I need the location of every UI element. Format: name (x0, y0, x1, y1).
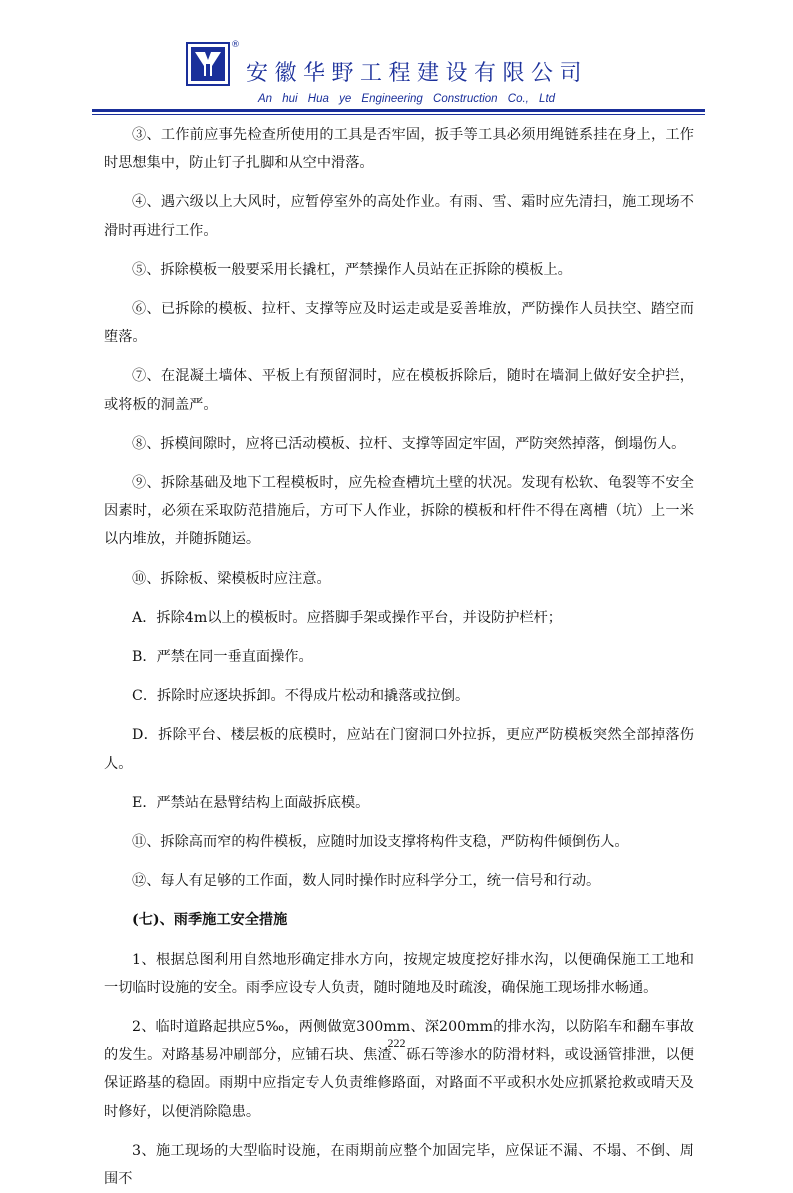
company-name-cn: 安徽华野工程建设有限公司 (246, 61, 589, 86)
registered-mark: ® (231, 40, 240, 50)
company-logo-icon (186, 42, 230, 86)
paragraph: 1、根据总图利用自然地形确定排水方向，按规定坡度挖好排水沟，以便确保施工工地和一切临时设施的安全。雨季应设专人负责，随时随地及时疏浚，确保施工现场排水畅通。 (104, 951, 694, 996)
document-body (104, 121, 694, 1193)
paragraph: ⑥、已拆除的模板、拉杆、支撑等应及时运走或是妥善堆放，严防操作人员扶空、踏空而堕落。 (104, 301, 694, 346)
company-name-en: An hui Hua ye Engineering Construction Co., Ltd (258, 93, 556, 105)
paragraph: ⑫、每人有足够的工作面，数人同时操作时应科学分工，统一信号和行动。 (132, 873, 601, 890)
section-heading: (七)、雨季施工安全措施 (132, 912, 288, 929)
paragraph: ③、工作前应事先检查所使用的工具是否牢固，扳手等工具必须用绳链系挂在身上，工作时思想集中，防止钉子扎脚和从空中滑落。 (104, 127, 694, 172)
header-rule-thick (92, 109, 705, 112)
paragraph: ⑪、拆除高而窄的构件模板，应随时加设支撑将构件支稳，严防构件倾倒伤人。 (132, 834, 629, 851)
paragraph: ⑤、拆除模板一般要采用长撬杠，严禁操作人员站在正拆除的模板上。 (132, 261, 572, 278)
page-header (0, 0, 793, 122)
paragraph: ⑧、拆模间隙时，应将已活动模板、拉杆、支撑等固定牢固，严防突然掉落，倒塌伤人。 (132, 435, 686, 452)
list-item: E．严禁站在悬臂结构上面敲拆底模。 (132, 794, 370, 811)
paragraph: ⑨、拆除基础及地下工程模板时，应先检查槽坑土壁的状况。发现有松软、龟裂等不安全因素时，必须在采取防范措施后，方可下人作业，拆除的模板和杆件不得在离槽（坑）上一米以内堆放，并随拆随运。 (104, 475, 694, 548)
page-number: 222 (387, 1036, 406, 1050)
list-item: D．拆除平台、楼层板的底模时，应站在门窗洞口外拉拆，更应严防模板突然全部掉落伤人。 (104, 727, 694, 772)
list-item: B．严禁在同一垂直面操作。 (132, 649, 313, 666)
paragraph: 2、临时道路起拱应5‰，两侧做宽300mm、深200mm的排水沟，以防陷车和翻车事故的发生。对路基易冲刷部分，应铺石块、焦渣、砾石等渗水的防滑材料，或设涵管排泄，以便保证路基的稳固。雨期中应指定专人负责维修路面，对路面不平或积水处应抓紧抢救或晴天及时修好，以便消除隐患。 (104, 1019, 694, 1120)
paragraph: 3、施工现场的大型临时设施，在雨期前应整个加固完毕，应保证不漏、不塌、不倒、周围不 (104, 1142, 694, 1188)
header-rule-thin (92, 114, 705, 115)
paragraph: ⑩、拆除板、梁模板时应注意。 (132, 570, 331, 587)
list-item: C．拆除时应逐块拆卸。不得成片松动和撬落或拉倒。 (132, 688, 470, 705)
paragraph: ④、遇六级以上大风时，应暂停室外的高处作业。有雨、雪、霜时应先清扫，施工现场不滑时再进行工作。 (104, 194, 694, 239)
paragraph: ⑦、在混凝土墙体、平板上有预留洞时，应在模板拆除后，随时在墙洞上做好安全护拦，或将板的洞盖严。 (104, 368, 694, 413)
list-item: A．拆除4m以上的模板时。应搭脚手架或操作平台，并设防护栏杆； (132, 609, 562, 626)
